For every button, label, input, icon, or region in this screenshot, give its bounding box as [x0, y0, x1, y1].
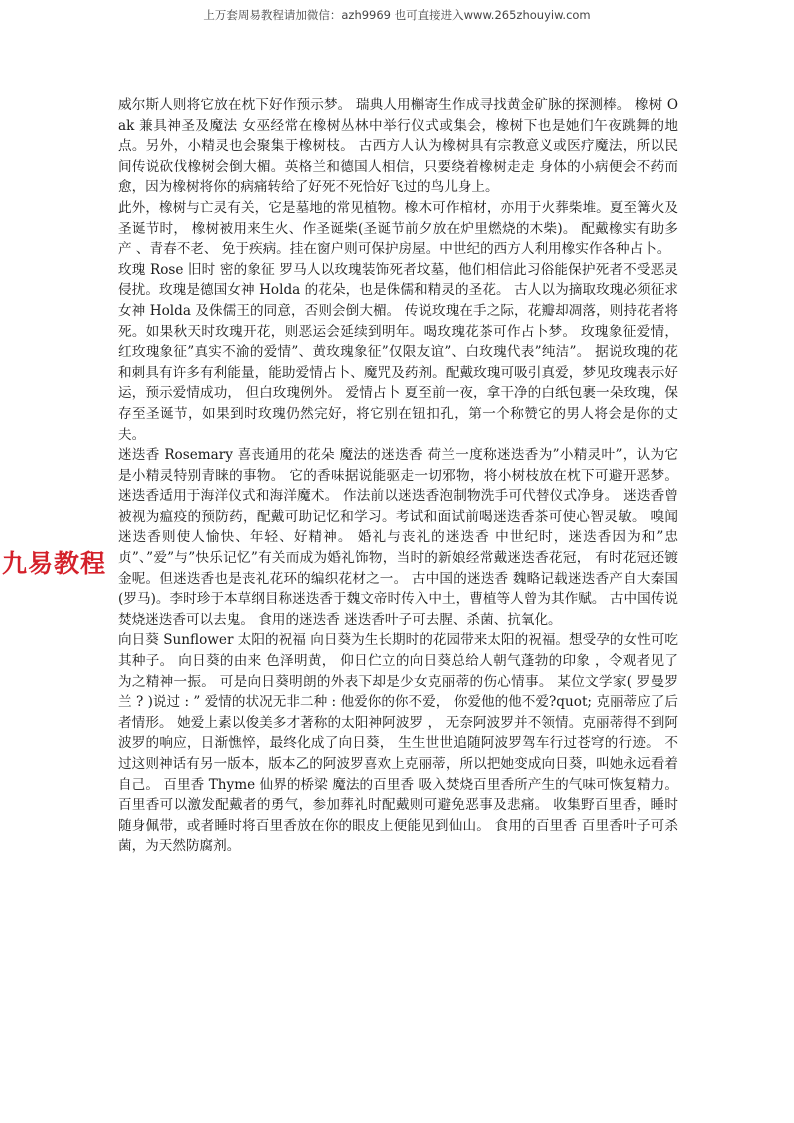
paragraph-rose: 玫瑰 Rose 旧时 密的象征 罗马人以玫瑰装饰死者坟墓，他们相信此习俗能保护死者不受恶灵侵扰。玫瑰是德国女神 Holda 的花朵，也是侏儒和精灵的圣花。 古人以为摘取玫瑰必须征求女神 Holda 及侏儒王的同意，否则会倒大楣。 传说玫瑰在手之际，花瓣却凋落，则持花者将死。如果秋天时玫瑰开花，则恶运会延续到明年。喝玫瑰花茶可作占卜梦。 玫瑰象征爱情，红玫瑰象征”真实不渝的爱情”、黄玫瑰象征”仅限友谊”、白玫瑰代表”纯洁”。 据说玫瑰的花和刺具有许多有利能量，能助爱情占卜、魔咒及药剂。配戴玫瑰可吸引真爱，梦见玫瑰表示好运，预示爱情成功， 但白玫瑰例外。 爱情占卜 夏至前一夜，拿干净的白纸包裹一朵玫瑰，保存至圣诞节，如果到时玫瑰仍然完好，将它别在钮扣孔，第一个称赞它的男人将会是你的丈夫。	[118, 261, 678, 443]
paragraph-mistletoe-oak: 威尔斯人则将它放在枕下好作预示梦。 瑞典人用槲寄生作成寻找黄金矿脉的探测棒。 橡树 Oak 兼具神圣及魔法 女巫经常在橡树丛林中举行仪式或集会，橡树下也是她们午夜跳舞的地点。另外，小精灵也会聚集于橡树枝。 古西方人认为橡树具有宗教意义或医疗魔法，所以民间传说砍伐橡树会倒大楣。英格兰和德国人相信，只要绕着橡树走走 身体的小病便会不药而愈，因为橡树将你的病痛转给了好死不死恰好飞过的鸟儿身上。	[118, 97, 678, 196]
paragraph-rosemary: 迷迭香 Rosemary 喜丧通用的花朵 魔法的迷迭香 荷兰一度称迷迭香为”小精灵叶”，认为它是小精灵特别青睐的事物。 它的香味据说能驱走一切邪物，将小树枝放在枕下可避开恶梦。迷迭香适用于海洋仪式和海洋魔术。 作法前以迷迭香泡制物洗手可代替仪式净身。 迷迭香曾被视为瘟疫的预防药，配戴可助记忆和学习。考试和面试前喝迷迭香茶可使心智灵敏。 嗅闻迷迭香则使人愉快、年轻、好精神。 婚礼与丧礼的迷迭香 中世纪时，迷迭香因为和”忠贞”、”爱”与”快乐记忆”有关而成为婚礼饰物，当时的新娘经常戴迷迭香花冠， 有时花冠还镀金呢。但迷迭香也是丧礼花环的编织花材之一。 古中国的迷迭香 魏略记载迷迭香产自大秦国(罗马)。李时珍于本草纲目称迷迭香于魏文帝时传入中土，曹植等人曾为其作赋。 古中国传说焚烧迷迭香可以去鬼。 食用的迷迭香 迷迭香叶子可去腥、杀菌、抗氧化。	[118, 447, 678, 628]
article-body	[118, 95, 678, 857]
page-header-banner: 上万套周易教程请加微信：azh9969 也可直接进入www.265zhouyiw.com	[203, 8, 591, 22]
brand-watermark-logo: 九易教程	[2, 549, 107, 578]
paragraph-oak-dead: 此外，橡树与亡灵有关，它是墓地的常见植物。橡木可作棺材，亦用于火葬柴堆。夏至篝火及圣诞节时， 橡树被用来生火、作圣诞柴(圣诞节前夕放在炉里燃烧的木柴)。 配戴橡实有助多产 、青春不老、 免于疾病。挂在窗户则可保护房屋。中世纪的西方人利用橡实作各种占卜。	[118, 199, 678, 258]
paragraph-sunflower-thyme: 向日葵 Sunflower 太阳的祝福 向日葵为生长期时的花园带来太阳的祝福。想受孕的女性可吃其种子。 向日葵的由来 色泽明黄， 仰日伫立的向日葵总给人朝气蓬勃的印象 ，令观者见了为之精神一振。 可是向日葵明朗的外表下却是少女克丽蒂的伤心情事。 某位文学家( 罗曼罗兰 ? )说过 : ” 爱情的状况无非二种 : 他爱你的你不爱， 你爱他的他不爱?quot; 克丽蒂应了后者情形。 她爱上素以俊美多才著称的太阳神阿波罗 ， 无奈阿波罗并不领情。克丽蒂得不到阿波罗的响应，日渐憔悴，最终化成了向日葵， 生生世世追随阿波罗驾车行过苍穹的行迹。 不过这则神话有另一版本，版本乙的阿波罗喜欢上克丽蒂，所以把她变成向日葵，叫她永远看着自己。 百里香 Thyme 仙界的桥梁 魔法的百里香 吸入焚烧百里香所产生的气味可恢复精力。百里香可以激发配戴者的勇气，参加葬礼时配戴则可避免恶事及悲痛。 收集野百里香，睡时随身佩带，或者睡时将百里香放在你的眼皮上便能见到仙山。 食用的百里香 百里香叶子可杀菌，为天然防腐剂。	[118, 632, 678, 855]
